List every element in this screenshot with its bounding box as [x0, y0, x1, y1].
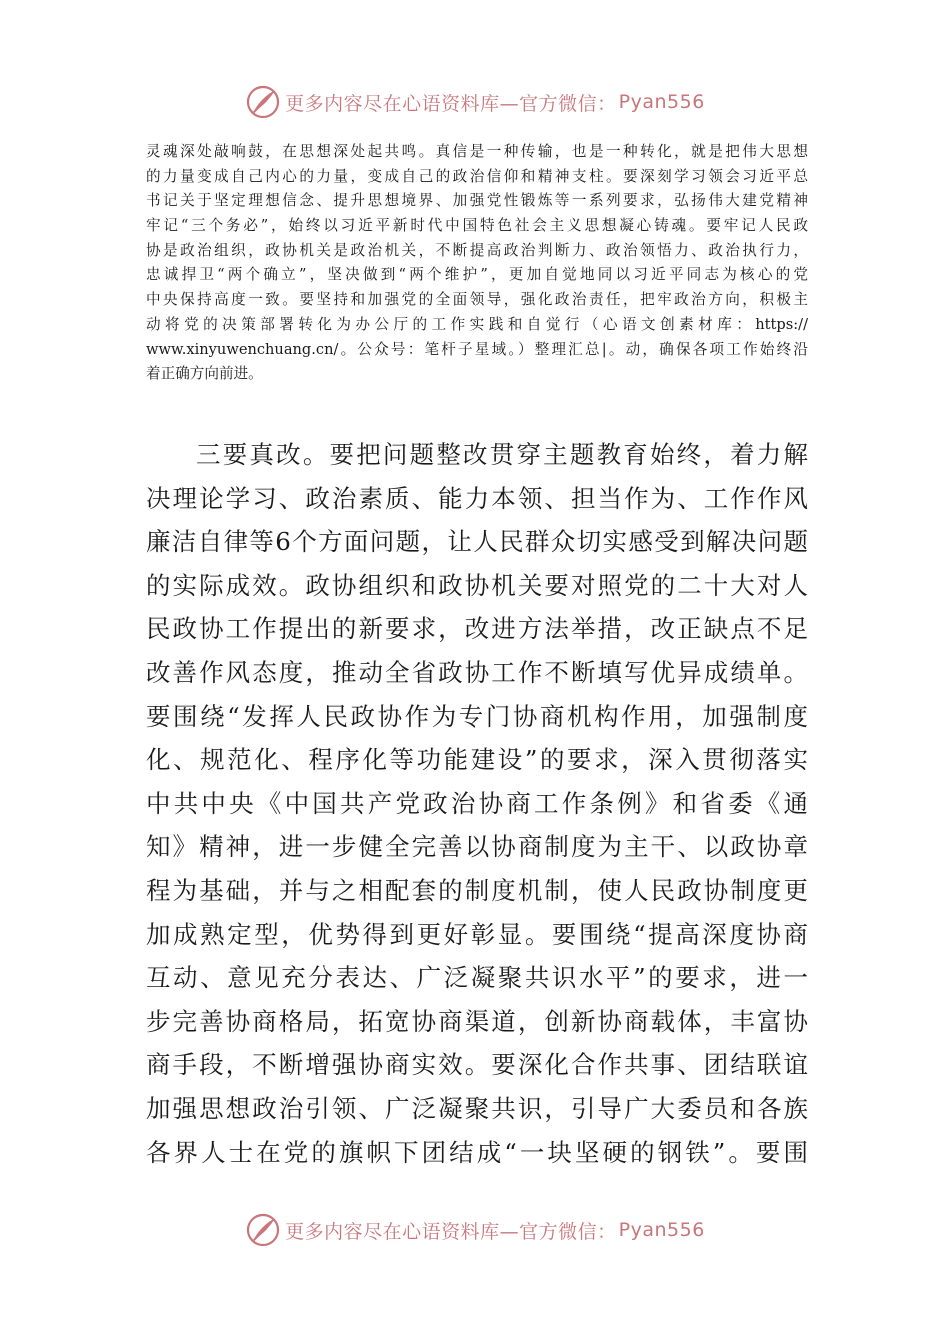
text-line: 改善作风态度，推动全省政协工作不断填写优异成绩单。	[146, 657, 808, 687]
text-line: 商手段，不断增强协商实效。要深化合作共事、团结联谊	[146, 1050, 808, 1080]
main-paragraph	[146, 433, 808, 1174]
text-line: 各界人士在党的旗帜下团结成“一块坚硬的钢铁”。要围	[146, 1137, 808, 1167]
text-line: 协是政治组织，政协机关是政治机关，不断提高政治判断力、政治领悟力、政治执行力，	[146, 241, 808, 259]
text-line: 要围绕“发挥人民政协作为专门协商机构作用，加强制度	[146, 701, 808, 731]
text-line: 步完善协商格局，拓宽协商渠道，创新协商载体，丰富协	[146, 1006, 808, 1036]
text-line: 化、规范化、程序化等功能建设”的要求，深入贯彻落实	[146, 745, 808, 775]
text-line: 民政协工作提出的新要求，改进方法举措，改正缺点不足	[146, 614, 808, 644]
text-line: 的实际成效。政协组织和政协机关要对照党的二十大对人	[146, 570, 808, 600]
watermark-text: 更多内容尽在心语资料库—官方微信：	[285, 92, 617, 115]
text-line: 着正确方向前进。	[146, 365, 263, 383]
text-line: 加成熟定型，优势得到更好彰显。要围绕“提高深度协商	[146, 919, 808, 949]
text-line: 程为基础，并与之相配套的制度机制，使人民政协制度更	[146, 875, 808, 905]
header-watermark	[0, 80, 950, 124]
text-line: 加强思想政治引领、广泛凝聚共识，引导广大委员和各族	[146, 1093, 808, 1123]
watermark-wechat-id: Pyan556	[618, 91, 705, 113]
quill-logo-icon	[245, 1212, 281, 1248]
text-line: 的力量变成自己内心的力量，变成自己的政治信仰和精神支柱。要深刻学习领会习近平总	[146, 167, 808, 185]
text-line: 忠诚捍卫“两个确立”，坚决做到“两个维护”，更加自觉地同以习近平同志为核心的党	[146, 266, 808, 284]
text-line: 动将党的决策部署转化为办公厅的工作实践和自觉行（心语文创素材库：https://	[146, 315, 808, 333]
small-paragraph	[146, 140, 808, 387]
text-line: 书记关于坚定理想信念、提升思想境界、加强党性锻炼等一系列要求，弘扬伟大建党精神	[146, 192, 808, 210]
watermark-text: 更多内容尽在心语资料库—官方微信：	[285, 1220, 617, 1243]
footer-watermark	[0, 1208, 950, 1252]
text-line: www.xinyuwenchuang.cn/。公众号：笔杆子星域。）整理汇总|。动，确保各项工作始终沿	[146, 340, 808, 358]
text-line: 决理论学习、政治素质、能力本领、担当作为、工作作风	[146, 483, 808, 513]
text-line: 知》精神，进一步健全完善以协商制度为主干、以政协章	[146, 832, 808, 862]
text-line: 牢记“三个务必”，始终以习近平新时代中国特色社会主义思想凝心铸魂。要牢记人民政	[146, 217, 808, 235]
text-line: 三要真改。要把问题整改贯穿主题教育始终，着力解	[196, 440, 808, 469]
text-line: 灵魂深处敲响鼓，在思想深处起共鸣。真信是一种传输，也是一种转化，就是把伟大思想	[146, 143, 808, 160]
watermark-wechat-id: Pyan556	[618, 1219, 705, 1241]
text-line: 中共中央《中国共产党政治协商工作条例》和省委《通	[146, 788, 808, 818]
quill-logo-icon	[245, 84, 281, 120]
text-line: 廉洁自律等6个方面问题，让人民群众切实感受到解决问题	[146, 527, 808, 557]
text-line: 互动、意见充分表达、广泛凝聚共识水平”的要求，进一	[146, 963, 808, 993]
text-line: 中央保持高度一致。要坚持和加强党的全面领导，强化政治责任，把牢政治方向，积极主	[146, 291, 808, 309]
